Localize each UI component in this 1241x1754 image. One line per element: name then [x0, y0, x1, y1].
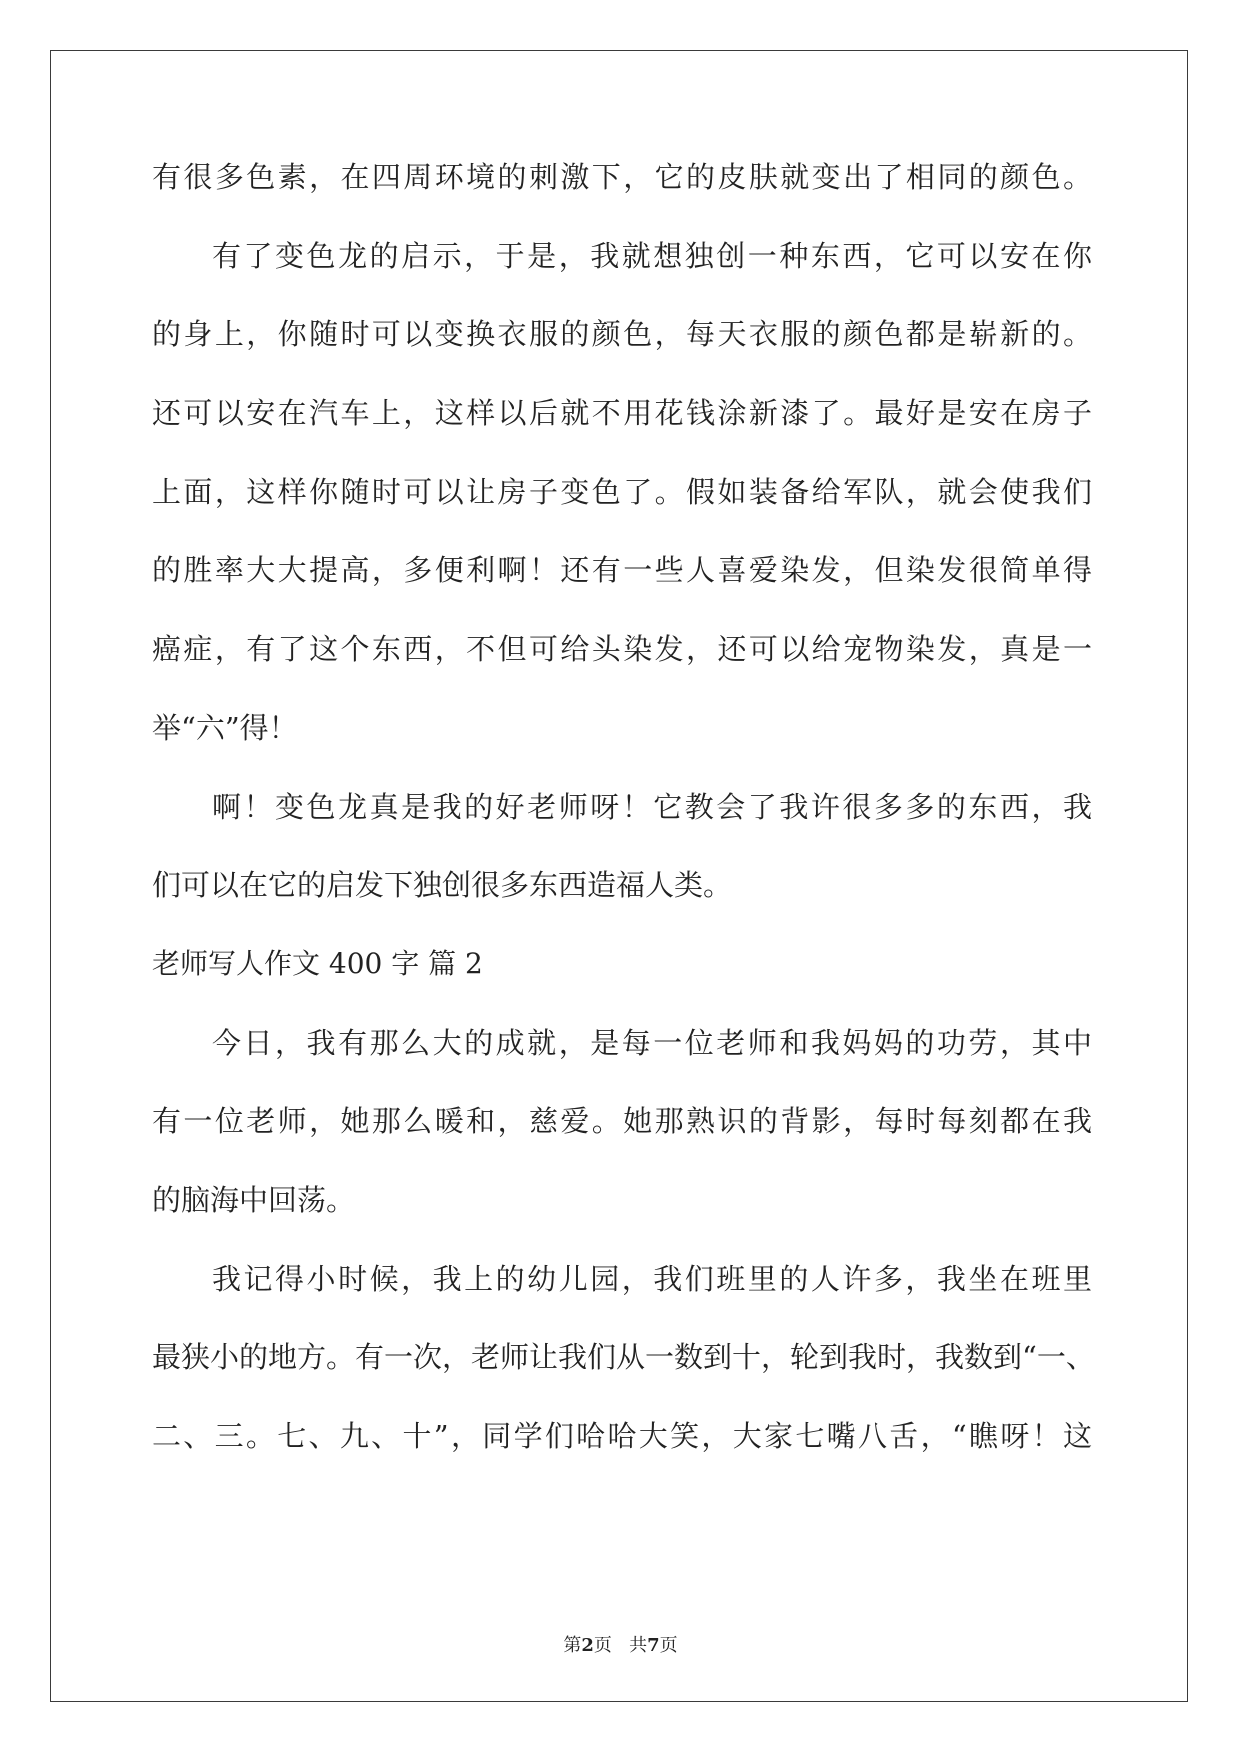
- text-line: 上面，这样你随时可以让房子变色了。假如装备给军队，就会使我们: [152, 474, 1092, 509]
- text-line: 啊！变色龙真是我的好老师呀！它教会了我许很多多的东西，我: [212, 789, 1092, 824]
- document-body: [152, 160, 1095, 1500]
- text-line: 举“六”得！: [152, 710, 298, 745]
- text-line: 二、三。七、九、十”，同学们哈哈大笑，大家七嘴八舌，“瞧呀！这: [152, 1419, 1092, 1453]
- footer-prefix: 第: [563, 1635, 582, 1656]
- text-line: 有很多色素，在四周环境的刺激下，它的皮肤就变出了相同的颜色。: [152, 160, 1092, 194]
- text-line: 的胜率大大提高，多便利啊！还有一些人喜爱染发，但染发很简单得: [152, 553, 1092, 588]
- current-page-number: 2: [581, 1635, 594, 1656]
- text-line: 最狭小的地方。有一次，老师让我们从一数到十，轮到我时，我数到“一、: [152, 1340, 1095, 1375]
- text-line: 今日，我有那么大的成就，是每一位老师和我妈妈的功劳，其中: [212, 1025, 1092, 1060]
- text-line: 的身上，你随时可以变换衣服的颜色，每天衣服的颜色都是崭新的。: [152, 317, 1092, 352]
- footer-page-unit: 页: [593, 1635, 612, 1656]
- footer-total-unit: 页: [659, 1635, 678, 1656]
- text-line: 的脑海中回荡。: [152, 1182, 356, 1217]
- text-line: 有了变色龙的启示，于是，我就想独创一种东西，它可以安在你: [212, 238, 1092, 273]
- text-line: 们可以在它的启发下独创很多东西造福人类。: [152, 868, 733, 903]
- total-page-count: 7: [647, 1635, 660, 1656]
- section-heading: 老师写人作文 400 字 篇 2: [152, 946, 483, 980]
- text-line: 还可以安在汽车上，这样以后就不用花钱涂新漆了。最好是安在房子: [152, 396, 1092, 431]
- text-line: 有一位老师，她那么暖和，慈爱。她那熟识的背影，每时每刻都在我: [152, 1104, 1092, 1139]
- page-footer: [0, 1631, 1241, 1657]
- text-line: 我记得小时候，我上的幼儿园，我们班里的人许多，我坐在班里: [212, 1261, 1092, 1296]
- text-line: 癌症，有了这个东西，不但可给头染发，还可以给宠物染发，真是一: [152, 632, 1092, 667]
- footer-total-prefix: 共: [629, 1635, 648, 1656]
